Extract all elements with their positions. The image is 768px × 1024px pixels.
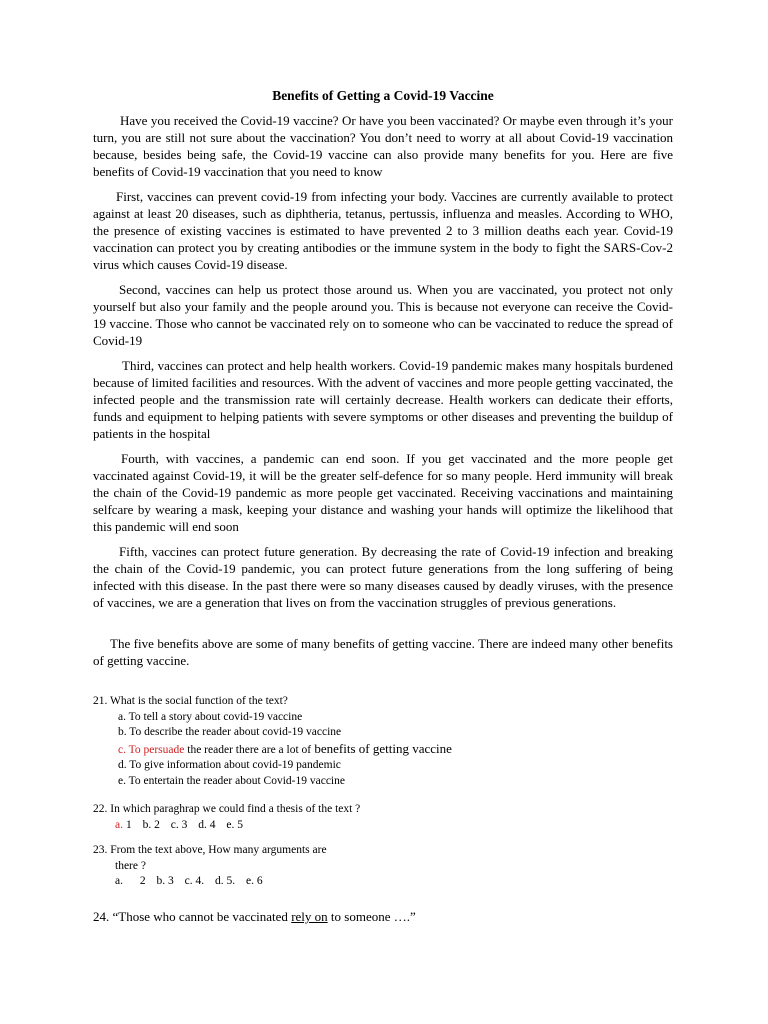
option-22-d: d. 4 bbox=[198, 818, 216, 831]
question-22-options bbox=[93, 818, 360, 834]
option-21-b: b. To describe the reader about covid-19 vaccine bbox=[118, 726, 342, 738]
option-21-d: d. To give information about covid-19 pandemic bbox=[118, 759, 341, 771]
option-23-d: d. 5. bbox=[214, 875, 236, 887]
option-22-e: e. 5 bbox=[226, 818, 243, 831]
option-23-a-label: a. bbox=[115, 875, 123, 887]
option-22-a-value: 1 bbox=[125, 818, 132, 831]
question-22 bbox=[93, 802, 360, 833]
paragraph-fourth-benefit: Fourth, with vaccines, a pandemic can end soon. If you get vaccinated and the more people get vaccinated against Covid-19, it will be the greater self-defence for so many people. Herd immunity will break the chain of the Covid-19 pandemic as more people get vaccinated. Receiving vaccinations and maintaining selfcare by wearing a mask, keeping your distance and washing your hands will optimize the likelihood that this pandemic will end soon bbox=[93, 451, 673, 534]
paragraph-intro: Have you received the Covid-19 vaccine? Or have you been vaccinated? Or maybe even through it’s your turn, you are still not sure about the vaccination? You don’t need to worry at all about Covid-19 vaccination because, besides being safe, the Covid-19 vaccine can also provide many benefits for you. Here are five benefits of Covid-19 vaccination that you need to know bbox=[93, 113, 673, 179]
question-24-prefix: 24. “Those who cannot be vaccinated bbox=[93, 909, 292, 924]
option-23-b: b. 3 bbox=[156, 875, 174, 887]
question-21 bbox=[93, 694, 452, 789]
option-21-c-marked: c. To persuade bbox=[118, 743, 185, 756]
option-21-c-rest: the reader there are a lot of bbox=[184, 743, 312, 756]
option-22-c: c. 3 bbox=[170, 818, 188, 831]
option-23-e: e. 6 bbox=[245, 875, 263, 887]
paragraph-first-benefit: First, vaccines can prevent covid-19 from infecting your body. Vaccines are currently available to protect against at least 20 diseases, such as diphtheria, tetanus, pertussis, influenza and measles. According to WHO, the presence of existing vaccines is estimated to have prevented 2 to 3 million deaths each year. Covid-19 vaccination can protect you by creating antibodies or the immune system in the body to fight the SARS-Cov-2 virus which causes Covid-19 disease. bbox=[93, 189, 673, 272]
question-23-text-line1: 23. From the text above, How many arguments are bbox=[93, 844, 327, 856]
option-22-a-label: a. bbox=[115, 818, 123, 831]
option-21-a: a. To tell a story about covid-19 vaccine bbox=[118, 710, 303, 723]
paragraph-second-benefit: Second, vaccines can help us protect those around us. When you are vaccinated, you protect not only yourself but also your family and the people around you. This is because not everyone can receive the Covid-19 vaccine. Those who cannot be vaccinated rely on to someone who can be vaccinated to reduce the spread of Covid-19 bbox=[93, 282, 673, 348]
option-23-a-value: 2 bbox=[139, 875, 146, 887]
option-21-c bbox=[93, 741, 452, 759]
option-21-c-tail: benefits of getting vaccine bbox=[311, 740, 452, 756]
paragraph-conclusion: The five benefits above are some of many benefits of getting vaccine. There are indeed many other benefits of getting vaccine. bbox=[93, 636, 673, 668]
question-23-options bbox=[93, 874, 383, 890]
question-23-text-line2: there ? bbox=[115, 859, 146, 872]
question-24-suffix: to someone ….” bbox=[327, 909, 416, 924]
question-21-options bbox=[93, 710, 452, 790]
question-24-underlined-phrase: rely on bbox=[291, 909, 328, 924]
question-23 bbox=[93, 843, 383, 890]
option-22-b: b. 2 bbox=[142, 818, 160, 831]
paragraph-third-benefit: Third, vaccines can protect and help health workers. Covid-19 pandemic makes many hospitals burdened because of limited facilities and resources. With the advent of vaccines and more people getting vaccinated, the infected people and the transmission rate will certainly decrease. Health workers can dedicate their efforts, funds and equipment to helping patients with severe symptoms or other diseases and preventing the buildup of patients in the hospital bbox=[93, 358, 673, 441]
document-title: Benefits of Getting a Covid-19 Vaccine bbox=[272, 88, 494, 103]
question-24 bbox=[93, 908, 416, 925]
option-21-e: e. To entertain the reader about Covid-19 vaccine bbox=[118, 774, 345, 787]
option-23-c: c. 4. bbox=[184, 875, 205, 887]
question-22-text: 22. In which paraghrap we could find a thesis of the text ? bbox=[93, 803, 361, 815]
paragraph-fifth-benefit: Fifth, vaccines can protect future generation. By decreasing the rate of Covid-19 infection and breaking the chain of the Covid-19 pandemic, you can protect future generations from the long suffering of being infected with this disease. In the past there were so many diseases caused by deadly viruses, with the presence of vaccines, we are a generation that lives on from the vaccination struggles of previous generations. bbox=[93, 544, 673, 610]
question-21-text: 21. What is the social function of the text? bbox=[93, 695, 288, 707]
